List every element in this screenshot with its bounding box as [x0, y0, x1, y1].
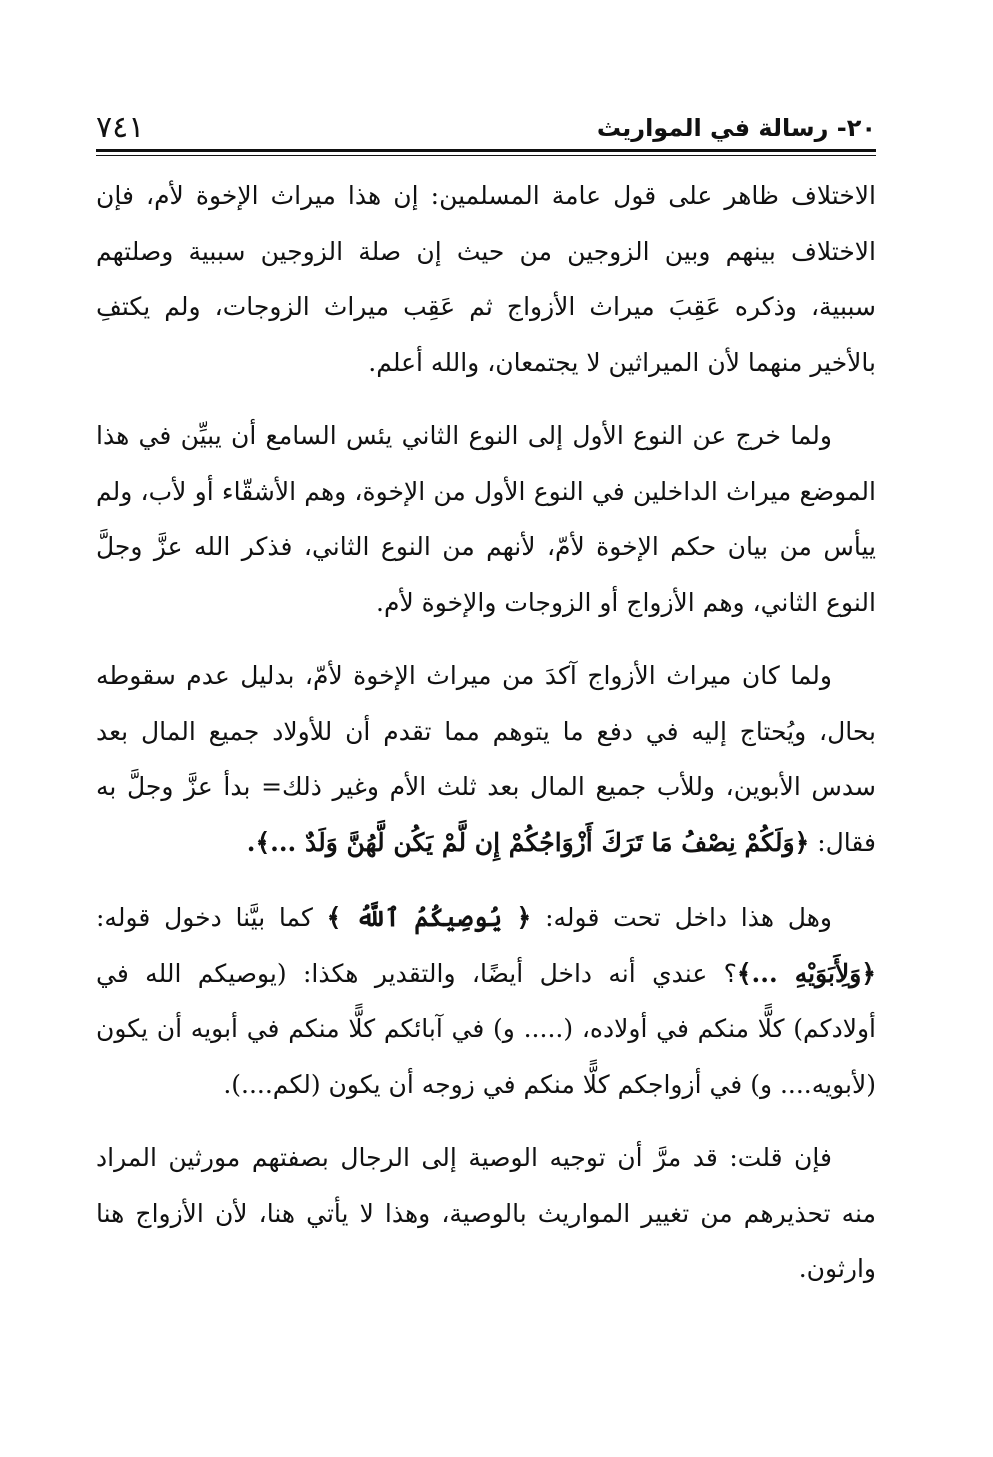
paragraph-1: الاختلاف ظاهر على قول عامة المسلمين: إن هذا ميراث الإخوة لأم، فإن الاختلاف بينهم وبين الزوجين من حيث إن صلة الزوجين سببية وصلتهم سببية، وذكره عَقِبَ ميراث الأزواج ثم عَقِب ميراث الزوجات، ولم يكتفِ بالأخير منهما لأن الميراثين لا يجتمعان، والله أعلم. — [96, 181, 876, 377]
page-number: ٧٤١ — [96, 110, 145, 145]
paragraph-4-text-a: وهل هذا داخل تحت قوله: — [545, 903, 833, 932]
quran-verse-3: ﴿وَلِأَبَوَيْهِ ...﴾ — [736, 958, 876, 988]
page-header — [96, 108, 876, 154]
paragraph-3-text: ولما كان ميراث الأزواج آكدَ من ميراث الإخوة لأمّ، بدليل عدم سقوطه بحال، ويُحتاج إليه في دفع ما يتوهم مما تقدم أن للأولاد جميع المال بعد سدس الأبوين، وللأب جميع المال بعد ثلث الأم وغير ذلك= بدأ عزَّ وجلَّ به فقال: — [96, 661, 876, 857]
header-rule — [96, 149, 876, 152]
quran-verse-1: ﴿وَلَكُمْ نِصْفُ مَا تَرَكَ أَزْوَاجُكُمْ إِن لَّمْ يَكُن لَّهُنَّ وَلَدٌ ...﴾. — [246, 827, 810, 857]
body-text — [96, 168, 876, 1297]
quran-verse-2: ﴿ يُوصِيكُمُ ٱللَّهُ ﴾ — [326, 903, 532, 932]
paragraph-4 — [96, 890, 876, 1112]
header-rule-thin — [96, 155, 876, 156]
running-title: ٢٠- رسالة في المواريث — [596, 114, 876, 142]
paragraph-2: ولما خرج عن النوع الأول إلى النوع الثاني يئس السامع أن يبيِّن في هذا الموضع ميراث الداخلين في النوع الأول من الإخوة، وهم الأشقّاء أو لأب، ولم ييأس من بيان حكم الإخوة لأمّ، لأنهم من النوع الثاني، فذكر الله عزَّ وجلَّ النوع الثاني، وهم الأزواج أو الزوجات والإخوة لأم. — [96, 421, 876, 617]
paragraph-5: فإن قلت: قد مرَّ أن توجيه الوصية إلى الرجال بصفتهم مورثين المراد منه تحذيرهم من تغيير المواريث بالوصية، وهذا لا يأتي هنا، لأن الأزواج هنا وارثون. — [96, 1143, 876, 1283]
paragraph-4-text-c: ؟ عندي أنه داخل أيضًا، والتقدير هكذا: (يوصيكم الله في أولادكم) كلًّا منكم في أولاده، (..... و) في آبائكم كلًّا منكم في أبويه أن يكون (لأبويه.... و) في أزواجكم كلًّا منكم في زوجه أن يكون (لكم....). — [96, 958, 876, 1099]
spacer — [96, 870, 876, 890]
paragraph-3 — [96, 648, 876, 870]
paragraph-4-text-b: كما بيَّنا دخول قوله: — [96, 903, 313, 932]
